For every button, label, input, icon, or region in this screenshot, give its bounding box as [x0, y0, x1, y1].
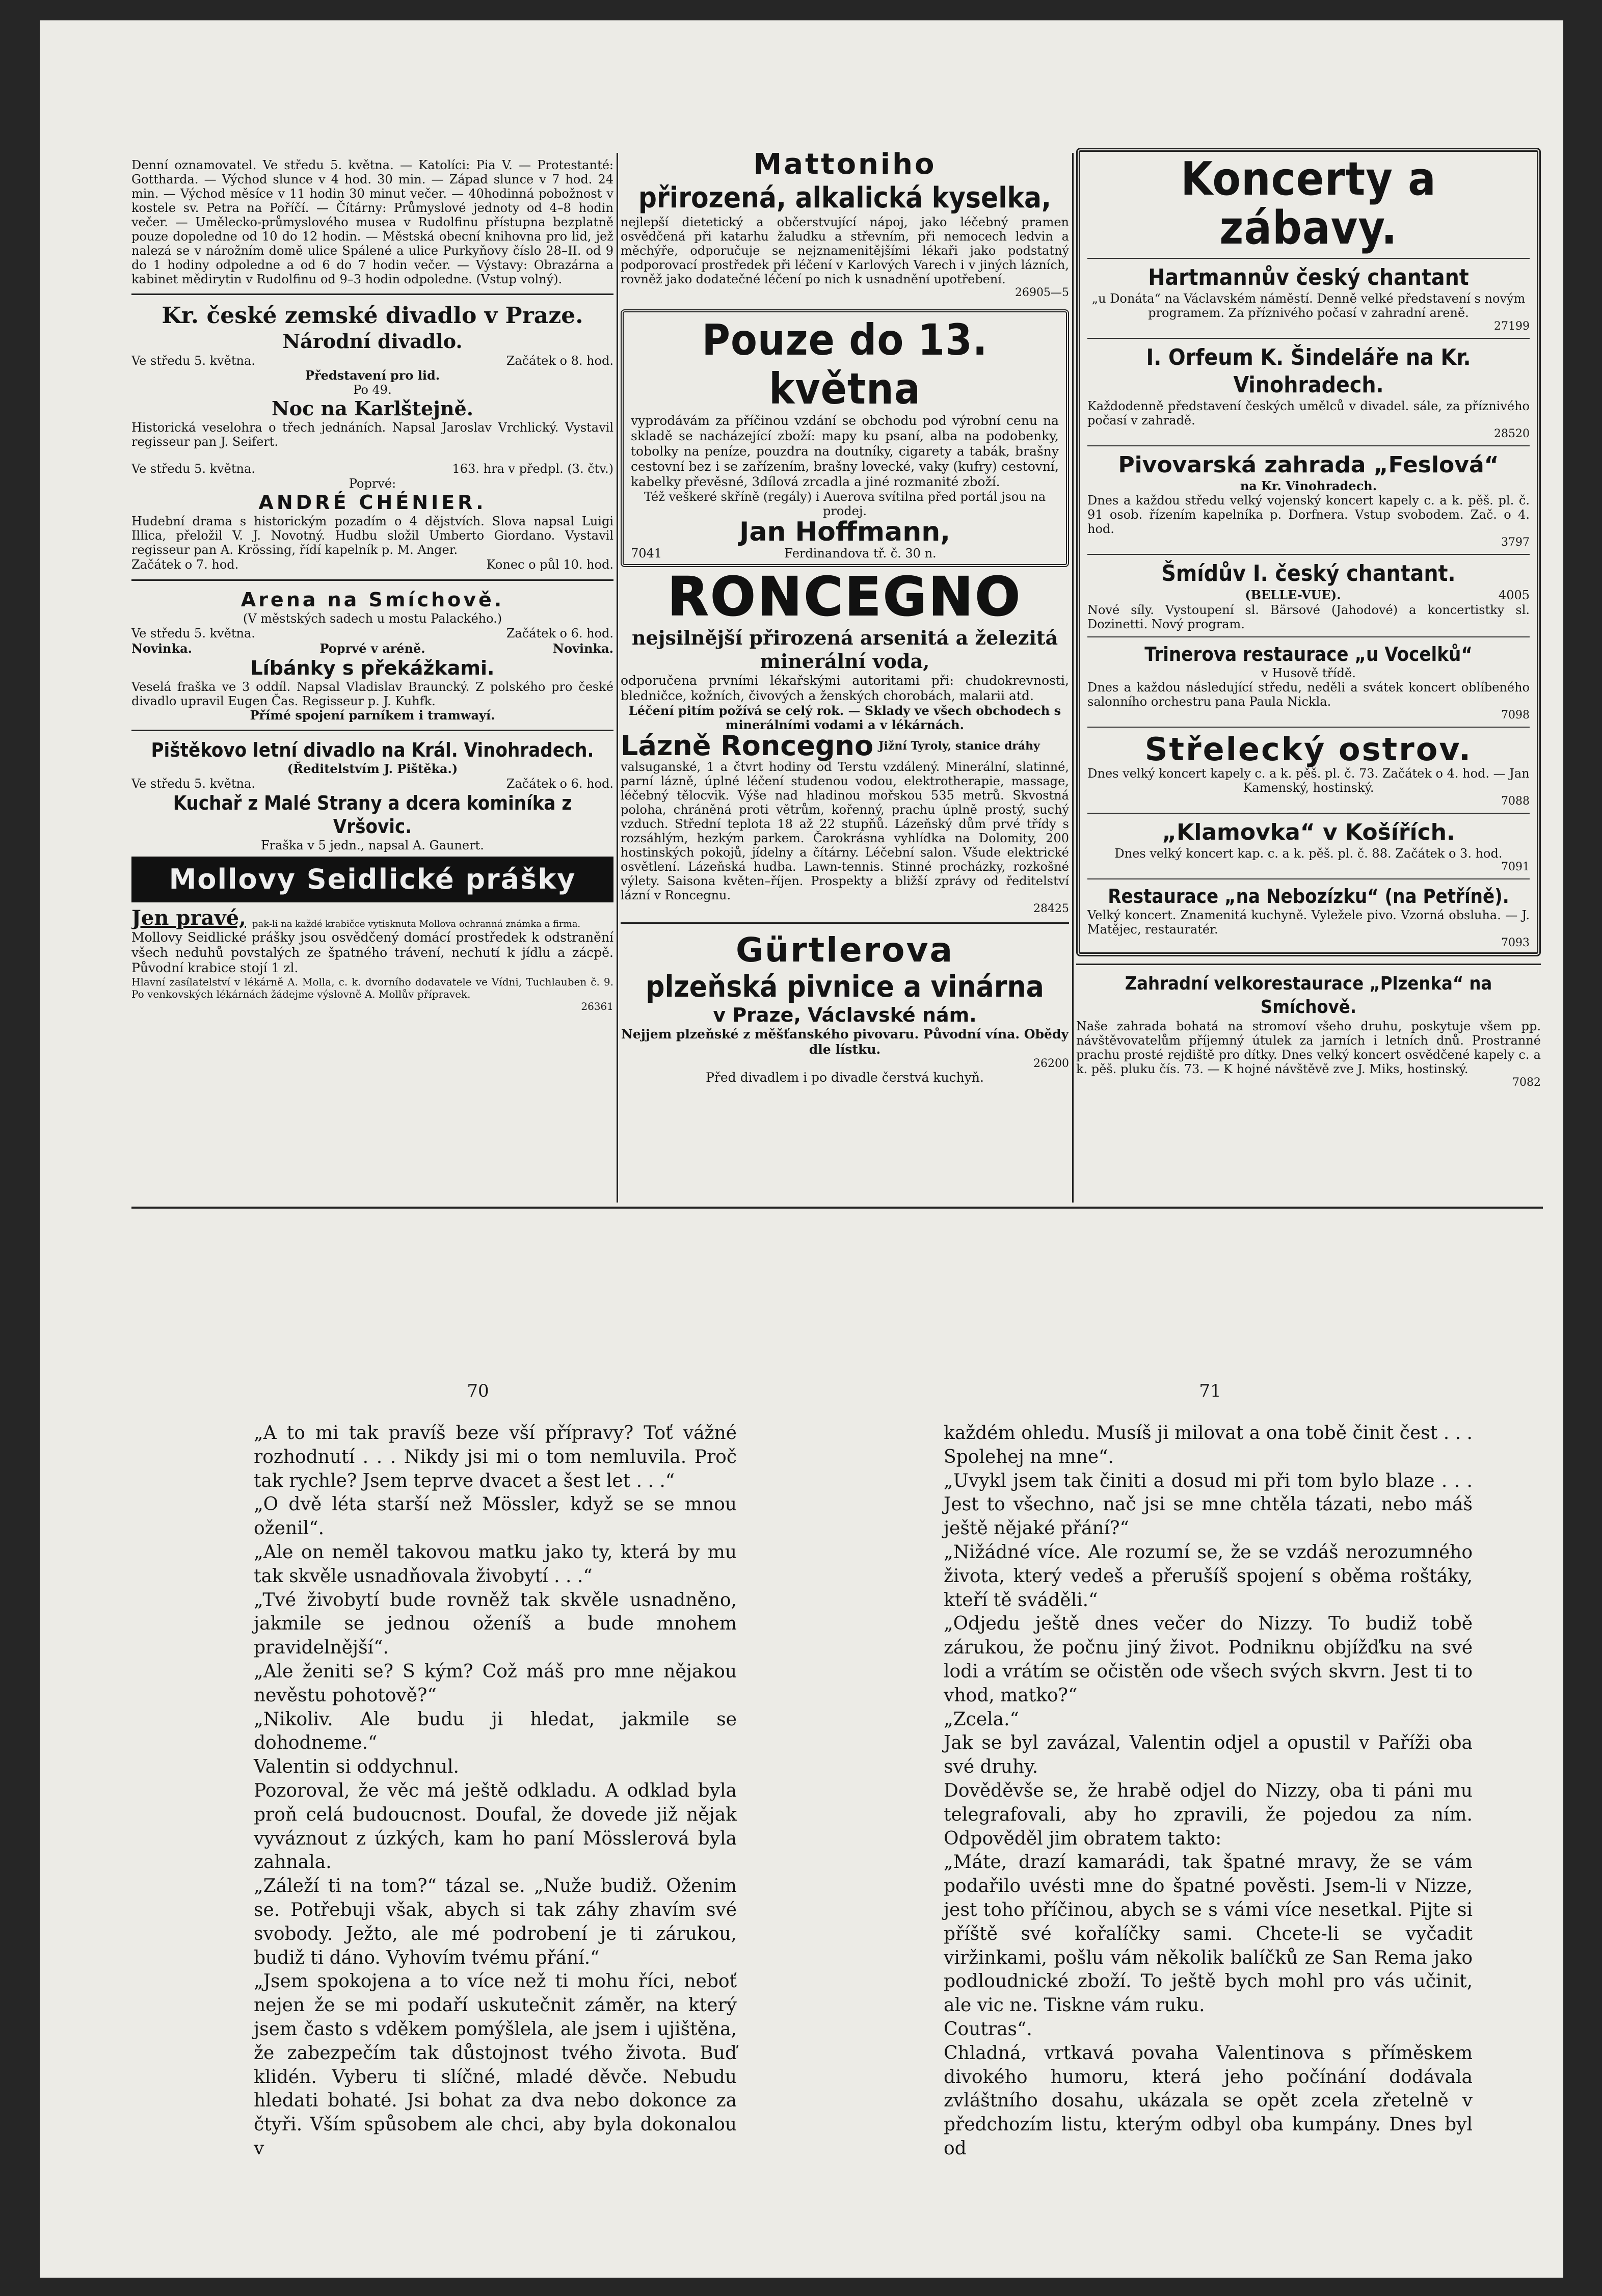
- d2-hra: 163. hra v předpl. (3. čtv.): [452, 462, 613, 476]
- hoffmann-name: Jan Hoffmann,: [739, 517, 950, 547]
- column-concerts: [1076, 148, 1541, 1213]
- nd-po: Po 49.: [353, 383, 392, 397]
- theatre-title: Kr. české zemské divadlo v Praze.: [162, 303, 583, 329]
- arena-premiere: Poprvé v aréně.: [319, 641, 425, 656]
- paragraph: Dověděvše se, že hrabě odjel do Nizzy, oba ti páni mu telegrafovali, aby ho zpravili, že pojedou za ním. Odpověděl jim obratem takto:: [944, 1780, 1473, 1849]
- column-rule-1: [617, 153, 618, 1203]
- divider: [1076, 964, 1541, 965]
- pouze-text2: Též veškeré skříně (regály) i Auerova svítilna před portál jsou na prodej.: [644, 490, 1046, 518]
- jen-prave: Jen pravé,: [131, 906, 246, 930]
- paragraph: Chladná, vrtkavá povaha Valentinova s příměskem divokého humoru, která jeho počínání dodávala zvláštního dosahu, ukázala se opět zcela zřetelně v předchozím listu, kterým odbyl oba kumpány. Dnes byl od: [944, 2042, 1473, 2159]
- feslova-location: na Kr. Vinohradech.: [1240, 478, 1377, 493]
- divider: [621, 922, 1069, 924]
- klamovka-text: Dnes velký koncert kap. c. a k. pěš. pl. č. 88. Začátek o 3. hod.: [1114, 846, 1503, 861]
- plzenka-title: Zahradní velkorestaurace „Plzenka“ na Smíchově.: [1125, 973, 1492, 1018]
- paragraph: „Zcela.“: [944, 1708, 1019, 1730]
- smid-number: 4005: [1498, 588, 1530, 602]
- moll-footer: Hlavní zasílatelství v lékárně A. Molla, c. k. dvorního dodavatele ve Vídni, Tuchlauben č. 9. Po venkovských lékárnách žádejme výslovně A. Mollův přípravek.: [131, 976, 613, 1000]
- klamovka-number: 7091: [1501, 861, 1530, 873]
- feslova-title: Pivovarská zahrada „Feslová“: [1118, 452, 1499, 478]
- concerts-frame: [1076, 148, 1541, 956]
- pouze-title: Pouze do 13. května: [702, 315, 988, 414]
- libanky-title: Líbánky s překážkami.: [250, 657, 495, 679]
- left-page-text: [254, 1422, 737, 2161]
- lazne-roncegno-title: Lázně Roncegno: [621, 730, 874, 762]
- orfeum-title: I. Orfeum K. Šindeláře na Kr. Vinohradech.: [1146, 344, 1471, 398]
- national-theatre-title: Národní divadlo.: [282, 330, 463, 353]
- paragraph: „Uvykl jsem tak činiti a dosud mi při tom bylo blaze . . . Jest to všechno, nač jsi se mne chtěla tázati, nebo máš ještě nějaké přání?“: [944, 1470, 1473, 1539]
- pouze-text: vyprodávám za příčinou vzdání se obchodu pod výrobní cenu na skladě se nacházející zboží: mapy ku psaní, alba na podobenky, tobolky na peníze, pouzdra na doutníky, cigarety a tabák, brašny cestovní bez i se zařízením, brašny lovecké, vaky (kufry) cestovní, kabelky převěsné, 3dílová zrcadla a jiné rozmanité zboží.: [631, 413, 1059, 489]
- andre-chenier-desc: Hudební drama s historickým pozadím o 4 dějstvích. Slova napsal Luigi Illica, přeložil V. J. Novotný. Hudbu složil Umberto Giordano. Vystavil regisseur pan A. Krössing, řídí kapelník p. M. Anger.: [131, 514, 613, 557]
- triner-number: 7098: [1501, 709, 1530, 722]
- paragraph: „O dvě léta starší než Mössler, když se se mnou oženil“.: [254, 1494, 737, 1539]
- roncegno-text: odporučena prvními lékařskými autoritami při: chudokrevnosti, bledničce, kožních, čivových a ženských chorobách, malarii atd.: [621, 673, 1069, 703]
- divider: [131, 730, 613, 731]
- strelecky-title: Střelecký ostrov.: [1144, 731, 1473, 768]
- right-page-text: [944, 1422, 1473, 2161]
- gurtler-title: Gürtlerova: [735, 930, 954, 970]
- paragraph: „A to mi tak pravíš beze vší přípravy? Toť vážné rozhodnutí . . . Nikdy jsi mi o tom nemluvila. Proč tak rychle? Jsem teprve dvacet a šest let . . .“: [254, 1423, 737, 1491]
- mattoni-title: Mattoniho: [753, 148, 937, 181]
- nebozizek-number: 7093: [1501, 937, 1530, 949]
- page-number-right: 71: [1199, 1381, 1221, 1401]
- arena-location: (V městských sadech u mostu Palackého.): [243, 611, 502, 626]
- moll-text: Mollovy Seidlické prášky jsou osvědčený domácí prostředek k odstranění všech neduhů povstalých ze špatného trávení, nechutí k jídlu a zácpě. Původní krabice stojí 1 zl.: [131, 930, 613, 975]
- hoffmann-address: Ferdinandova tř. č. 30 n.: [784, 546, 937, 560]
- mattoni-subtitle: přirozená, alkalická kyselka,: [638, 181, 1052, 215]
- smid-title: Šmídův I. český chantant.: [1161, 560, 1456, 586]
- hartmann-title: Hartmannův český chantant: [1148, 264, 1469, 290]
- mattoni-text: nejlepší dietetický a občerstvující nápoj, jako léčebný pramen osvědčená při katarhu žaludku a střevním, při nemocech ledvin a měchýře, odporučuje se nejznamenitějšími lékaři jako podstatný podporovací prostředek při léčení v Karlových Varech i v jiných lázních, rovněž jako dodatečné léčení po nich k usnadnění upotřebení.: [621, 215, 1069, 286]
- strelecky-number: 7088: [1501, 795, 1530, 808]
- triner-text: Dnes a každou následující středu, neděli a svátek koncert oblíbeného salonního orchestru pana Paula Nickla.: [1087, 680, 1530, 709]
- moll-number: 26361: [581, 1000, 613, 1012]
- paragraph: „Máte, drazí kamarádi, tak špatné mravy, že se vám podařilo uvésti mne do špatné pověsti. Jsem-li v Nizze, jest toho příčinou, abych se s vámi více nesetkal. Pijte si příště své kořalíčky sami. Chcete-li se vyčadit viržinkami, pošlu vám několik balíčků ze San Rema jako podloudnické zboží. To ještě bych mohl pro vás učinit, ale vic ne. Tiskne vám ruku.: [944, 1852, 1473, 2016]
- lazne-number: 28425: [1033, 902, 1069, 915]
- triner-location: v Husově třídě.: [1261, 666, 1356, 680]
- orfeum-text: Každodenně představení českých umělců v divadel. sále, za příznivého počasí v zahradě.: [1087, 399, 1530, 428]
- lazne-text: valsuganské, 1 a čtvrt hodiny od Terstu vzdálený. Minerální, slatinné, parní lázně, úplné léčení studenou vodou, elektrotherapie, massage, léčebný tělocvik. Výše nad hladinou mořskou 535 metrů. Skvostná poloha, chráněná proti větrům, kořenný, prachu úplně prostý, suchý vzduch. Střední teplota 18 až 22 stupňů. Lázeňský dům prvé třídy s rozsáhlým, hezkým parkem. Čarokrásna vyhlídka na Dolomity, 200 hostinských pokojů, jídelny a čítárny. Léčební salon. Všude elektrické osvětlení. Lázeňská hudba. Lawn-tennis. Stinné procházky, rozkošné výlety. Saisona květen–říjen. Prospekty a bližší zprávy od ředitelství lázní v Roncegnu.: [621, 760, 1069, 902]
- gurtler-last: Před divadlem i po divadle čerstvá kuchyň.: [706, 1070, 984, 1085]
- hoffmann-number: 7041: [631, 546, 662, 560]
- play-noc-title: Noc na Karlštejně.: [272, 397, 473, 420]
- divider: [131, 579, 613, 581]
- paragraph: každém ohledu. Musíš ji milovat a ona tobě činit čest . . . Spolehej na mne“.: [944, 1423, 1473, 1467]
- gurtler-location: v Praze, Václavské nám.: [713, 1004, 977, 1026]
- daily-notices: Denní oznamovatel. Ve středu 5. května. — Katolíci: Pia V. — Protestanté: Gottharda. — Východ slunce v 4 hod. 30 min. — Západ slunce v 7 hod. 24 min. — Východ měsíce v 11 hodin 30 minut večer. — 40hodinná pobožnost v kostele sv. Petra na Poříčí. — Čítárny: Průmyslové jednoty od 4–8 hodin večer. — Umělecko-průmyslového musea v Rudolfinu přístupna bezplatně pouze dopoledne od 10 do 12 hodin. — Městská obecní knihovna pro lid, jež nalezá se v nárožním domě ulice Spálené a ulice Purkyňovy číslo 28–II. od 9 do 1 hodiny odpoledne a od 6 do 7 hodin večer. — Výstavy: Obrazárna a kabinet mědirytin v Rudolfinu od 9–3 hodin odpoledne. (Vstup volný).: [131, 158, 613, 286]
- lazne-side: Jižní Tyroly, stanice dráhy: [878, 739, 1040, 753]
- nebozizek-title: Restaurace „na Nebozízku“ (na Petříně).: [1108, 885, 1509, 907]
- tram-connection: Přímé spojení parníkem i tramwayí.: [250, 708, 495, 723]
- triner-title: Trinerova restaurace „u Vocelků“: [1144, 643, 1473, 665]
- paragraph: „Nižádné více. Ale rozumí se, že se vzdáš nerozumného života, který vedeš a přerušíš spojení s oběma roštáky, kteří tě sváděli.“: [944, 1541, 1473, 1611]
- paragraph: „Odjedu ještě dnes večer do Nizzy. To budiž tobě zárukou, že počnu jiný život. Podniknu objížďku na své lodi a vrátím se očistěn ode všech svých skvrn. Jest ti to vhod, matko?“: [944, 1613, 1473, 1706]
- kuchar-title: Kuchař z Malé Strany a dcera kominíka z Vršovic.: [173, 792, 572, 838]
- paragraph: „Ale ženiti se? S kým? Což máš pro mne nějakou nevěstu pohotově?“: [254, 1661, 737, 1706]
- nd-day: Ve středu 5. května.: [131, 354, 255, 368]
- novinka-right: Novinka.: [553, 641, 613, 656]
- andre-end: Konec o půl 10. hod.: [486, 557, 613, 572]
- smid-text: Nové síly. Vystoupení sl. Bärsové (Jahodové) a koncertistky sl. Dozinetti. Nový program.: [1087, 603, 1530, 631]
- arena-title: Arena na Smíchově.: [241, 589, 504, 611]
- nebozizek-text: Velký koncert. Znamenitá kuchyně. Vyležele pivo. Vzorná obsluha. — J. Matějec, restauratér.: [1087, 908, 1530, 937]
- paragraph: „Nikoliv. Ale budu ji hledat, jakmile se dohodneme.“: [254, 1708, 737, 1754]
- plzenka-text: Naše zahrada bohatá na stromoví všeho druhu, poskytuje všem pp. návštěvovatelům příjemný útulek za jarních i letních dnů. Prostranné prachu prosté rejdiště pro dítky. Dnes velký koncert osvědčené kapely c. a k. pěš. pluku čís. 73. — K hojné návštěvě zve J. Miks, hostinský.: [1076, 1019, 1541, 1076]
- roncegno-title: RONCEGNO: [668, 566, 1022, 628]
- klamovka-title: „Klamovka“ v Košířích.: [1162, 819, 1455, 845]
- hartmann-text: „u Donáta“ na Václavském náměstí. Denně velké představení s novým programem. Za příznivého počasí v zahradní areně.: [1091, 291, 1526, 320]
- gurtler-subtitle: plzeňská pivnice a vinárna: [646, 969, 1044, 1004]
- jen-prave-note: pak-li na každé krabičce vytisknuta Mollova ochranná známka a firma.: [252, 919, 581, 929]
- page-number-left: 70: [467, 1381, 489, 1401]
- moll-banner: Mollovy Seidlické prášky: [131, 857, 613, 902]
- feslova-text: Dnes a každou středu velký vojenský koncert kapely c. a k. pěš. pl. č. 91 osob. řízením kapelníka p. Dorfnera. Vstup svobodem. Zač. o 4. hod.: [1087, 493, 1530, 536]
- column-rule-2: [1072, 153, 1074, 1203]
- andre-start: Začátek o 7. hod.: [131, 557, 239, 572]
- paragraph: „Záleží ti na tom?“ tázal se. „Nuže budiž. Oženim se. Potřebuji však, abych si tak záhy zhavím své svobody. Ježto, ale mé podrobení je ti zárukou, budiž ti dáno. Vyhovím tvému přání.“: [254, 1876, 737, 1968]
- plzenka-number: 7082: [1512, 1076, 1541, 1089]
- column-ads: [621, 148, 1069, 1213]
- paragraph: „Tvé živobytí bude rovněž tak skvěle usnadněno, jakmile se jednou oženíš a bude mnohem pravidelnější“.: [254, 1589, 737, 1659]
- gurtler-text: Nejjem plzeňské z měšťanského pivovaru. Původní vína. Obědy dle lístku.: [621, 1027, 1069, 1057]
- paragraph: Valentin si oddychnul.: [254, 1756, 459, 1778]
- roncegno-subtitle: nejsilnější přirozená arsenitá a železitá minerální voda,: [631, 626, 1058, 673]
- pistek-direction: (Ředitelstvím J. Pištěka.): [287, 761, 458, 776]
- pistek-theatre-title: Pištěkovo letní divadlo na Král. Vinohradech.: [151, 739, 594, 761]
- concerts-title: Koncerty a zábavy.: [1181, 152, 1436, 255]
- d2-day: Ve středu 5. května.: [131, 462, 255, 476]
- divider: [131, 293, 613, 295]
- paragraph: Jak se byl zavázal, Valentin odjel a opustil v Paříži oba své druhy.: [944, 1732, 1473, 1778]
- bottom-rule: [131, 1207, 1543, 1209]
- orfeum-number: 28520: [1494, 428, 1530, 440]
- paragraph: Pozoroval, že věc má ještě odkladu. A odklad byla proň celá budoucnost. Doufal, že dovede již nějak vyváznout z úzkých, kam ho paní Mösslerová byla zahnala.: [254, 1780, 737, 1873]
- feslova-number: 3797: [1501, 536, 1530, 549]
- libanky-desc: Veselá fraška ve 3 oddíl. Napsal Vladislav Brauncký. Z polského pro české divadlo upravil Eugen Čas. Regisseur p. J. Kuhfk.: [131, 680, 613, 708]
- first-time-label: Poprvé:: [349, 476, 396, 491]
- novinka-left: Novinka.: [131, 641, 192, 656]
- paragraph: „Ale on neměl takovou matku jako ty, která by mu tak skvěle usnadňovala živobytí . . .“: [254, 1541, 737, 1587]
- nd-start: Začátek o 8. hod.: [506, 354, 613, 368]
- hartmann-number: 27199: [1494, 320, 1530, 333]
- paragraph: „Jsem spokojena a to více než ti mohu říci, neboť nejen že se mi podaří uskutečnit záměr, na který jsem často s vděkem pomýšlela, ale jsem i ujištěna, že zabezpečím tak důstojnost tvého života. Buď klidén. Vyberu ti slíčné, mladé děvče. Nebudu hledati bohaté. Jsi bohat za dva nebo dokonce za čtyři. Vším spůsobem ale chci, aby byla dokonalou v: [254, 1971, 737, 2159]
- roncegno-text2: Léčení pitím požívá se celý rok. — Sklady ve všech obchodech s minerálními vodami a v lékárnách.: [628, 703, 1061, 732]
- mattoni-number: 26905—5: [1015, 286, 1069, 299]
- strelecky-text: Dnes velký koncert kapely c. a k. pěš. pl. č. 73. Začátek o 4. hod. — Jan Kamenský, hostinský.: [1087, 766, 1530, 795]
- paragraph: Coutras“.: [944, 2018, 1032, 2040]
- pistek-day: Ve středu 5. května.: [131, 777, 255, 791]
- pouze-ad: [621, 309, 1069, 567]
- column-theatre: [131, 158, 613, 1203]
- kuchar-note: Fraška v 5 jedn., napsal A. Gaunert.: [261, 838, 484, 852]
- pistek-start: Začátek o 6. hod.: [506, 777, 613, 791]
- arena-start: Začátek o 6. hod.: [506, 626, 613, 640]
- smid-sub: (BELLE-VUE).: [1245, 588, 1341, 602]
- andre-chenier-title: ANDRÉ CHÉNIER.: [258, 491, 487, 514]
- nd-performance: Představení pro lid.: [305, 368, 440, 383]
- gurtler-number: 26200: [1033, 1057, 1069, 1070]
- arena-day: Ve středu 5. května.: [131, 626, 255, 640]
- play-noc-desc: Historická veselohra o třech jednáních. Napsal Jaroslav Vrchlický. Vystavil regisseur pan J. Seifert.: [131, 420, 613, 449]
